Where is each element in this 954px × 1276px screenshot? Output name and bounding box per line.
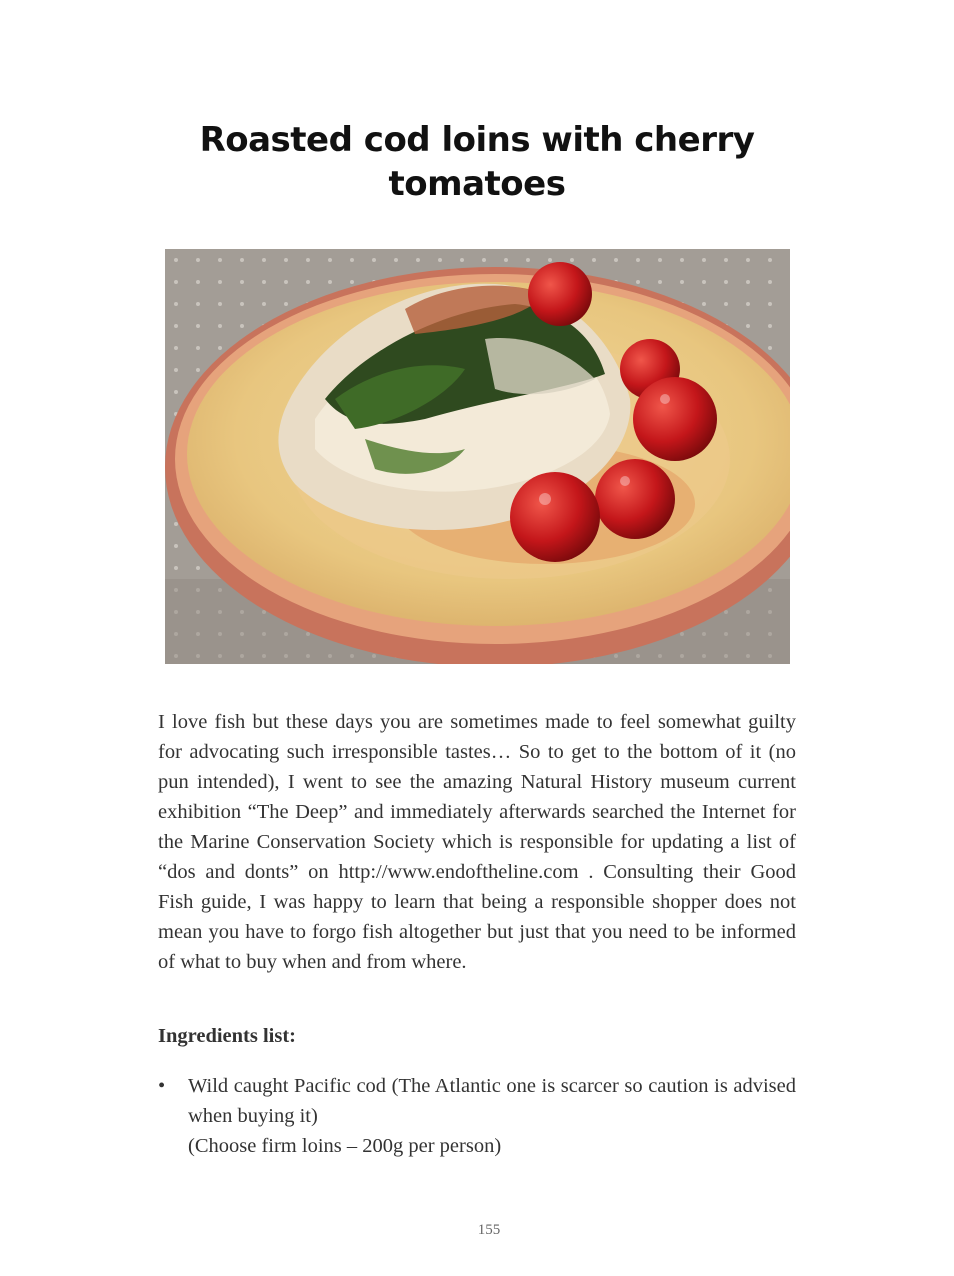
recipe-title: Roasted cod loins with cherry tomatoes [199, 120, 755, 204]
ingredient-note: (Choose firm loins – 200g per person) [188, 1135, 502, 1157]
bullet-icon: • [158, 1075, 166, 1097]
ingredients-list [158, 1071, 796, 1161]
page-number: 155 [477, 1222, 501, 1238]
ingredient-text: Wild caught Pacific cod (The Atlantic one is scarcer so caution is advised when buying it) [188, 1075, 796, 1127]
intro-paragraph: I love fish but these days you are sometimes made to feel somewhat guilty for advocating such irresponsible tastes… So to get to the bottom of it (no pun intended), I went to see the amazing Natural History museum current exhibition “The Deep” and immediately afterwards searched the Internet for the Marine Conservation Society which is responsible for updating a list of “dos and donts” on http://www.endoftheline.com . Consulting their Good Fish guide, I was happy to learn that being a responsible shopper does not mean you have to forgo fish altogether but just that you need to be informed of what to buy when and from where. [158, 711, 796, 973]
recipe-photo [165, 249, 790, 664]
list-item [158, 1071, 796, 1161]
ingredients-heading: Ingredients list: [158, 1025, 297, 1047]
